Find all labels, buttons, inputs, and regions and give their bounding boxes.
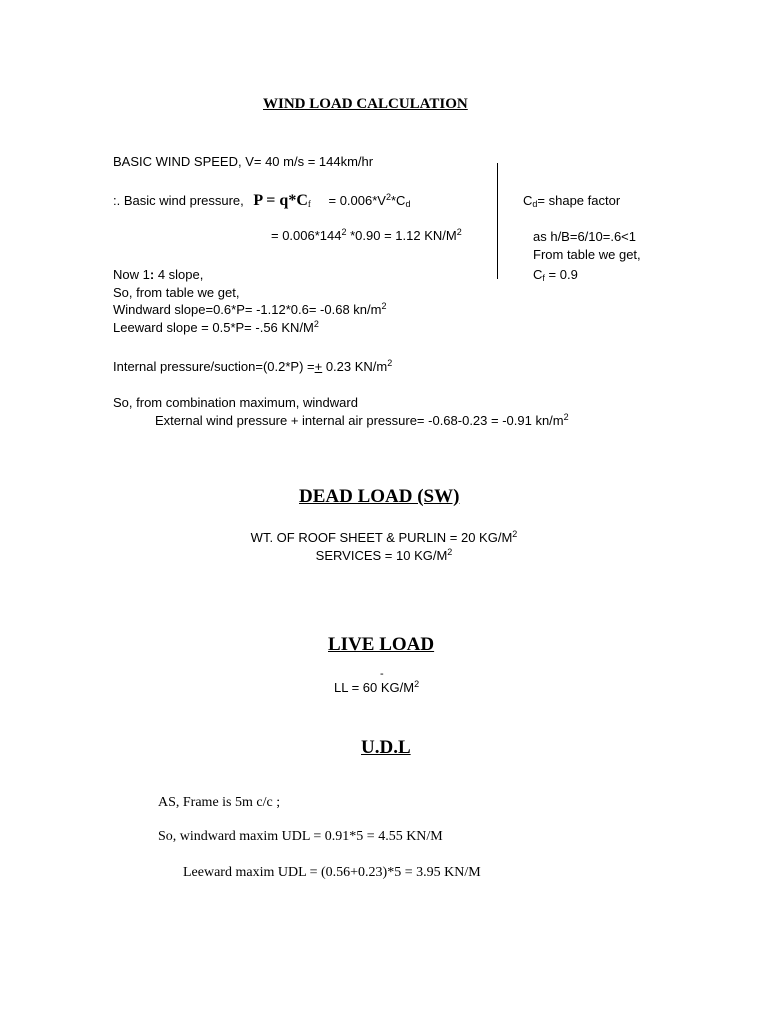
basic-wind-speed: BASIC WIND SPEED, V= 40 m/s = 144km/hr [113,154,374,169]
shape-factor-note: $C_d=$ shape factor [523,193,621,209]
wind-load-title: WIND LOAD CALCULATION [263,96,468,112]
services-weight: SERVICES = 10 $KG/M^2$ [315,547,453,563]
leeward-udl: Leeward maxim UDL = (0.56+0.23)*5 = 3.95 KN/M [183,865,481,880]
q-cf: q*C [279,192,308,209]
internal-pressure: Internal pressure/suction=(0.2*P) =+ 0.23 $KN/m^2$ [113,358,393,374]
external-pressure: External wind pressure + internal air pressure= -0.68-0.23 = -0.91 $kn/m^2$ [155,412,569,428]
pressure-prefix: :. Basic wind pressure, [113,193,244,208]
roof-sheet-weight: WT. OF ROOF SHEET & PURLIN = 20 $KG/M^2$ [250,529,518,545]
dead-load-title: DEAD LOAD (SW) [299,486,460,507]
combination-line: So, from combination maximum, windward [113,395,358,410]
udl-title: U.D.L [361,737,411,758]
live-load-title: LIVE LOAD [328,634,435,655]
live-load-value: LL = 60 $KG/M^2$ [334,679,420,695]
p-equals: P = [253,192,280,209]
hb-ratio: as h/B=6/10=.6<1 [533,229,637,244]
formula: = $0.006*V^2*C_d$ [328,192,411,209]
from-table-note: From table we get, [533,247,641,262]
windward-slope: Windward slope=0.6*P= -1.12*0.6= -0.68 $kn/m^2$ [113,301,387,317]
so-table-line: So, from table we get, [113,285,240,300]
leeward-slope: Leeward slope = 0.5*P= -.56 $KN/M^2$ [113,319,319,335]
frame-spacing: AS, Frame is 5m c/c ; [158,795,281,810]
pressure-result: = $0.006*144^2$ *0.90 = 1.12 $KN/M^2$ [271,227,462,243]
vertical-divider [497,163,498,279]
basic-wind-pressure-line: :. Basic wind pressure, $P = q*C_f = 0.006*V^2*C_d$ [113,192,411,209]
live-load-mark: - [380,668,384,680]
windward-udl: So, windward maxim UDL = 0.91*5 = 4.55 KN/M [158,829,443,844]
cf-value: $C_f = 0.9$ [533,267,578,283]
slope-line: Now 1: 4 slope, [113,267,204,282]
